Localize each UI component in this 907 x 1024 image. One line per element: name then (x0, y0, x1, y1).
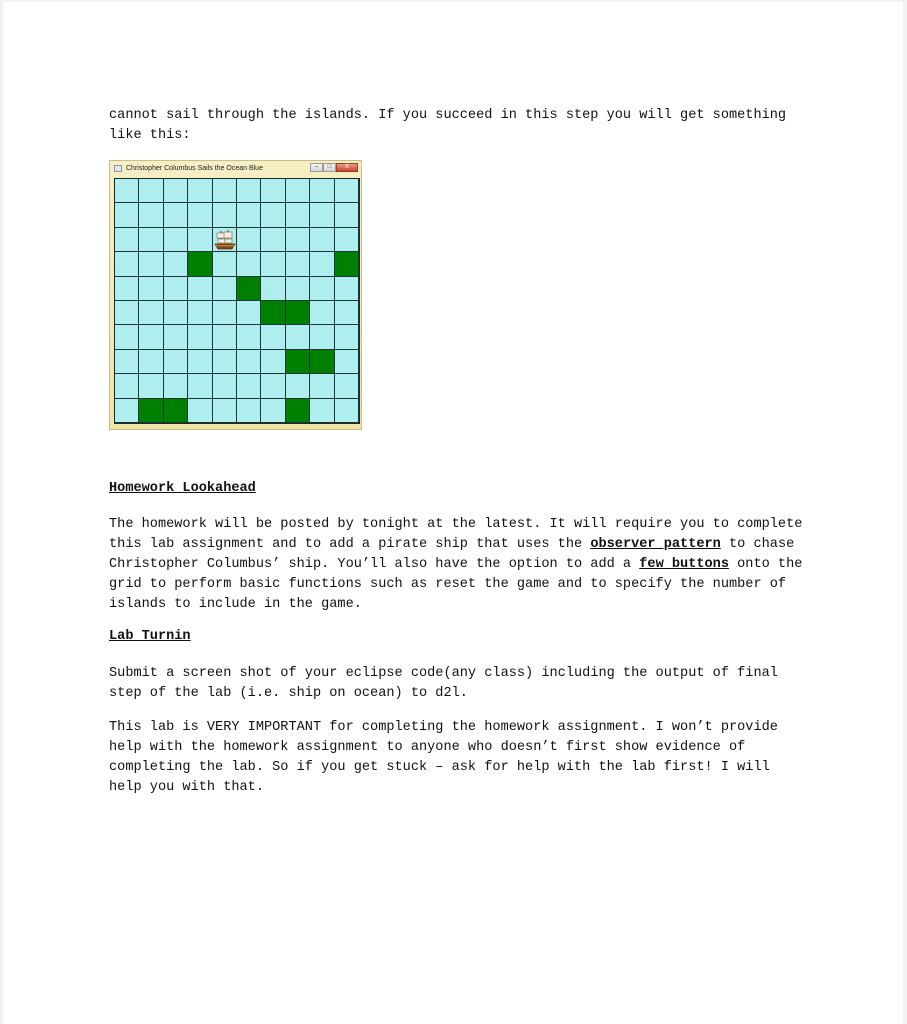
water-cell (164, 228, 188, 252)
water-cell (115, 228, 139, 252)
water-cell (139, 252, 163, 276)
window-controls (310, 163, 358, 172)
water-cell (188, 374, 212, 398)
water-cell (139, 277, 163, 301)
water-cell (310, 203, 334, 227)
lab-turnin-heading: Lab Turnin (109, 629, 191, 644)
water-cell (115, 277, 139, 301)
water-cell (261, 228, 285, 252)
water-cell (286, 325, 310, 349)
water-cell (164, 301, 188, 325)
water-cell (188, 277, 212, 301)
water-cell (139, 179, 163, 203)
water-cell (335, 203, 359, 227)
ocean-grid (114, 178, 360, 424)
island-cell (237, 277, 261, 301)
water-cell (286, 203, 310, 227)
water-cell (335, 301, 359, 325)
minimize-icon: – (310, 163, 323, 172)
water-cell (335, 399, 359, 423)
water-cell (237, 203, 261, 227)
water-cell (115, 179, 139, 203)
water-cell (115, 301, 139, 325)
water-cell (335, 228, 359, 252)
water-cell (237, 399, 261, 423)
water-cell (139, 203, 163, 227)
maximize-icon: □ (323, 163, 336, 172)
homework-paragraph (109, 515, 809, 615)
water-cell (164, 325, 188, 349)
water-cell (164, 252, 188, 276)
water-cell (139, 325, 163, 349)
water-cell (188, 325, 212, 349)
water-cell (213, 252, 237, 276)
turnin-paragraph: Submit a screen shot of your eclipse code(any class) including the output of final step of the lab (i.e. ship on ocean) to d2l. (109, 666, 778, 701)
water-cell (213, 325, 237, 349)
homework-text-2: to chase Christopher Columbus’ ship. You’ll also have the option to add a (109, 537, 795, 572)
island-cell (335, 252, 359, 276)
water-cell (188, 228, 212, 252)
water-cell (237, 374, 261, 398)
game-window-screenshot (109, 160, 362, 430)
close-icon: X (336, 163, 358, 172)
island-cell (139, 399, 163, 423)
water-cell (335, 350, 359, 374)
water-cell (286, 374, 310, 398)
water-cell (261, 179, 285, 203)
water-cell (164, 374, 188, 398)
water-cell (310, 325, 334, 349)
water-cell (115, 350, 139, 374)
water-cell (115, 252, 139, 276)
water-cell (188, 203, 212, 227)
water-cell (237, 301, 261, 325)
water-cell (188, 301, 212, 325)
water-cell (261, 203, 285, 227)
water-cell (261, 374, 285, 398)
water-cell (213, 277, 237, 301)
water-cell (261, 399, 285, 423)
water-cell (335, 179, 359, 203)
water-cell (164, 277, 188, 301)
water-cell (310, 228, 334, 252)
water-cell (188, 399, 212, 423)
water-cell (213, 350, 237, 374)
water-cell (139, 374, 163, 398)
water-cell (213, 301, 237, 325)
water-cell (139, 228, 163, 252)
island-cell (286, 399, 310, 423)
island-cell (286, 301, 310, 325)
observer-pattern-emphasis: observer pattern (590, 537, 721, 552)
water-cell (237, 252, 261, 276)
island-cell (164, 399, 188, 423)
water-cell (310, 277, 334, 301)
intro-paragraph: cannot sail through the islands. If you succeed in this step you will get something like this: (109, 108, 787, 143)
important-paragraph: This lab is VERY IMPORTANT for completing the homework assignment. I won’t provide help with the homework assignment to anyone who doesn’t first show evidence of completing the lab. So if you get stuck – ask for help with the lab first! I will help you with that. (109, 720, 778, 795)
homework-text-3: onto the grid to perform basic functions such as reset the game and to specify the number of islands to include in the game. (109, 557, 803, 612)
water-cell (310, 179, 334, 203)
water-cell (310, 301, 334, 325)
water-cell (213, 203, 237, 227)
water-cell (286, 228, 310, 252)
water-cell (115, 399, 139, 423)
homework-text-1: The homework will be posted by tonight at the latest. It will require you to complete this lab assignment and to add a pirate ship that uses the (109, 517, 803, 552)
island-cell (261, 301, 285, 325)
water-cell (310, 252, 334, 276)
water-cell (286, 252, 310, 276)
water-cell (164, 350, 188, 374)
water-cell (115, 374, 139, 398)
window-app-icon (114, 165, 122, 172)
water-cell (335, 325, 359, 349)
water-cell (261, 350, 285, 374)
few-buttons-emphasis: few buttons (639, 557, 729, 572)
ship-icon (213, 228, 237, 252)
water-cell (188, 350, 212, 374)
water-cell (188, 179, 212, 203)
water-cell (286, 277, 310, 301)
water-cell (139, 350, 163, 374)
water-cell (237, 228, 261, 252)
water-cell (164, 179, 188, 203)
document-page (3, 2, 903, 1024)
water-cell (237, 325, 261, 349)
water-cell (139, 301, 163, 325)
window-title: Christopher Columbus Sails the Ocean Blue (126, 165, 263, 172)
water-cell (286, 179, 310, 203)
homework-heading: Homework Lookahead (109, 481, 256, 496)
water-cell (310, 399, 334, 423)
water-cell (115, 325, 139, 349)
water-cell (213, 374, 237, 398)
water-cell (237, 350, 261, 374)
water-cell (335, 374, 359, 398)
water-cell (261, 277, 285, 301)
water-cell (115, 203, 139, 227)
island-cell (310, 350, 334, 374)
water-cell (213, 179, 237, 203)
water-cell (261, 252, 285, 276)
water-cell (164, 203, 188, 227)
water-cell (335, 277, 359, 301)
water-cell (237, 179, 261, 203)
island-cell (286, 350, 310, 374)
water-cell (213, 399, 237, 423)
island-cell (188, 252, 212, 276)
water-cell (310, 374, 334, 398)
water-cell (261, 325, 285, 349)
